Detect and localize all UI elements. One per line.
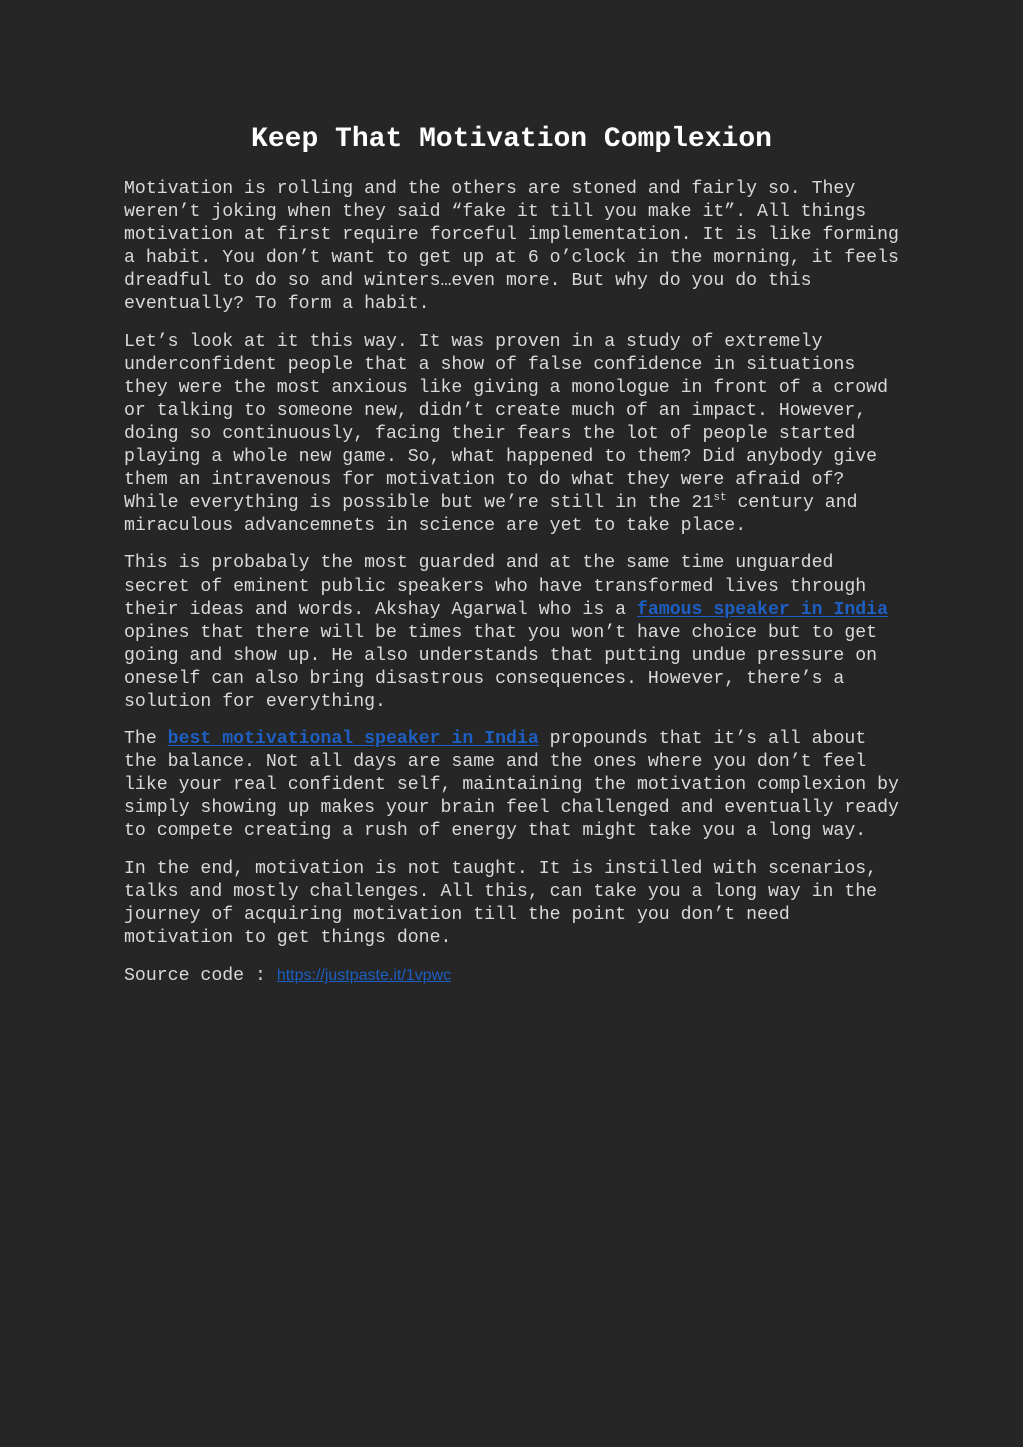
paragraph-balance <box>124 728 899 843</box>
source-line <box>124 964 899 988</box>
paragraph-conclusion: In the end, motivation is not taught. It is instilled with scenarios, talks and mostly challenges. All this, can take you a long way in the journey of acquiring motivation till the point you don’t need motivation to get things done. <box>124 858 878 948</box>
paragraph-secret <box>124 552 899 714</box>
paragraph-study <box>124 331 899 539</box>
paragraph-balance-text-b: propounds that it’s all about the balance. Not all days are same and the ones where you don’t feel like your real confident self, maintaining the motivation complexion by simply showing up makes your brain feel challenged and eventually ready to compete creating a rush of energy that might take you a long way. <box>124 729 899 842</box>
paragraph-study-text-b: century and miraculous advancemnets in science are yet to take place. <box>124 493 858 537</box>
famous-speaker-link[interactable]: famous speaker in India <box>636 599 889 620</box>
paragraph-intro: Motivation is rolling and the others are stoned and fairly so. They weren’t joking when they said “fake it till you make it”. All things motivation at first require forceful implementation. It is like forming a habit. You don’t want to get up at 6 o’clock in the morning, it feels dreadful to do so and winters…even more. But why do you do this eventually? To form a habit. <box>124 179 899 315</box>
document-page <box>124 118 899 1002</box>
superscript-st: st <box>713 492 727 505</box>
paragraph-study-text-a: Let’s look at it this way. It was proven in a study of extremely underconfident people that a show of false confidence in situations they were the most anxious like giving a monologue in front of a crowd or talking to someone new, didn’t create much of an impact. However, doing so continuously, facing their fears the lot of people started playing a whole new game. So, what happened to them? Did anybody give them an intravenous for motivation to do what they were afraid of? While everything is possible but we’re still in the 21 <box>124 331 888 514</box>
best-motivational-speaker-link[interactable]: best motivational speaker in India <box>167 729 539 750</box>
paragraph-secret-text-b: opines that there will be times that you won’t have choice but to get going and show up. He also understands that putting undue pressure on oneself can also bring disastrous consequences. However, there’s a solution for everything. <box>124 622 878 712</box>
source-label: Source code : <box>124 965 277 986</box>
paragraph-secret-text-a: This is probabaly the most guarded and at the same time unguarded secret of eminent public speakers who have transformed lives through their ideas and words. Akshay Agarwal who is a <box>124 553 867 620</box>
page-title: Keep That Motivation Complexion <box>251 124 772 155</box>
paragraph-balance-text-a: The <box>124 729 168 750</box>
source-code-link[interactable]: https://justpaste.it/1vpwc <box>276 966 452 984</box>
